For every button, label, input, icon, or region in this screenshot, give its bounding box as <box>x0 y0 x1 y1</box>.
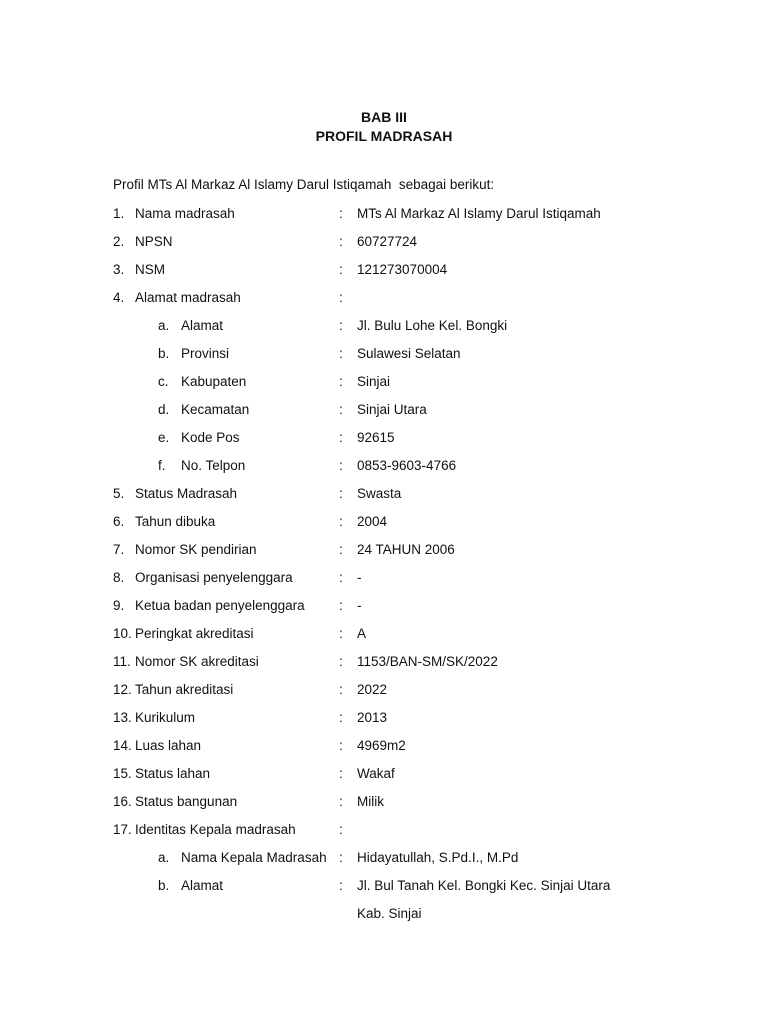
item-separator: : <box>339 542 343 557</box>
item-value: MTs Al Markaz Al Islamy Darul Istiqamah <box>357 206 601 221</box>
list-item <box>0 483 768 511</box>
item-label: Provinsi <box>181 346 230 361</box>
intro-text: Profil MTs Al Markaz Al Islamy Darul Istiqamah sebagai berikut: <box>113 177 495 192</box>
item-number: 2. <box>113 234 125 249</box>
list-item <box>0 511 768 539</box>
address-continuation-row <box>0 903 768 931</box>
chapter-title: PROFIL MADRASAH <box>315 128 453 144</box>
item-number: 4. <box>113 290 125 305</box>
item-number: b. <box>158 346 170 361</box>
item-separator: : <box>339 738 343 753</box>
item-number: 17. <box>113 822 132 837</box>
item-number: a. <box>158 850 170 865</box>
item-label: Alamat madrasah <box>135 290 241 305</box>
list-item <box>0 679 768 707</box>
item-separator: : <box>339 514 343 529</box>
item-value: Swasta <box>357 486 402 501</box>
item-value: A <box>357 626 367 641</box>
item-number: 13. <box>113 710 132 725</box>
item-separator: : <box>339 290 343 305</box>
item-label: Kecamatan <box>181 402 250 417</box>
item-value: 1153/BAN-SM/SK/2022 <box>357 654 498 669</box>
sub-list-item <box>0 371 768 399</box>
item-label: Alamat <box>181 878 224 893</box>
item-separator: : <box>339 458 343 473</box>
item-separator: : <box>339 626 343 641</box>
item-number: d. <box>158 402 170 417</box>
item-label: Alamat <box>181 318 224 333</box>
item-value: 2022 <box>357 682 388 697</box>
item-value: 0853-9603-4766 <box>357 458 457 473</box>
sub-list-item <box>0 399 768 427</box>
list-item <box>0 595 768 623</box>
item-value: Hidayatullah, S.Pd.I., M.Pd <box>357 850 519 865</box>
item-number: 9. <box>113 598 125 613</box>
item-label: NPSN <box>135 234 173 249</box>
item-label: Ketua badan penyelenggara <box>135 598 305 613</box>
item-number: 11. <box>113 654 131 669</box>
sub-list-item <box>0 875 768 903</box>
list-item <box>0 539 768 567</box>
item-number: 14. <box>113 738 132 753</box>
list-item <box>0 203 768 231</box>
item-separator: : <box>339 598 343 613</box>
item-value: Sinjai <box>357 374 391 389</box>
item-separator: : <box>339 486 343 501</box>
item-value: 60727724 <box>357 234 418 249</box>
item-separator: : <box>339 318 343 333</box>
item-separator: : <box>339 262 343 277</box>
chapter-heading: BAB III <box>361 109 407 125</box>
list-item <box>0 651 768 679</box>
profile-list <box>0 203 768 931</box>
item-label: Nama Kepala Madrasah <box>181 850 327 865</box>
item-separator: : <box>339 654 343 669</box>
item-label: Status lahan <box>135 766 211 781</box>
item-separator: : <box>339 794 343 809</box>
list-item <box>0 231 768 259</box>
item-separator: : <box>339 346 343 361</box>
item-value: 24 TAHUN 2006 <box>357 542 455 557</box>
list-item <box>0 819 768 847</box>
item-separator: : <box>339 822 343 837</box>
item-value: Sinjai Utara <box>357 402 427 417</box>
list-item <box>0 623 768 651</box>
item-number: a. <box>158 318 170 333</box>
item-number: f. <box>158 458 166 473</box>
item-number: 6. <box>113 514 125 529</box>
item-label: Nomor SK pendirian <box>135 542 257 557</box>
address-continuation: Kab. Sinjai <box>357 906 422 921</box>
sub-list-item <box>0 847 768 875</box>
item-number: 12. <box>113 682 132 697</box>
item-number: e. <box>158 430 170 445</box>
item-label: No. Telpon <box>181 458 246 473</box>
item-label: Tahun dibuka <box>135 514 216 529</box>
item-label: Nomor SK akreditasi <box>135 654 259 669</box>
item-separator: : <box>339 234 343 249</box>
item-label: Tahun akreditasi <box>135 682 234 697</box>
item-separator: : <box>339 430 343 445</box>
item-separator: : <box>339 850 343 865</box>
item-label: Luas lahan <box>135 738 202 753</box>
item-label: Nama madrasah <box>135 206 235 221</box>
item-label: Kurikulum <box>135 710 196 725</box>
list-item <box>0 259 768 287</box>
list-item <box>0 287 768 315</box>
item-label: Organisasi penyelenggara <box>135 570 293 585</box>
list-item <box>0 791 768 819</box>
item-number: c. <box>158 374 169 389</box>
list-item <box>0 763 768 791</box>
sub-list-item <box>0 315 768 343</box>
item-value: 92615 <box>357 430 395 445</box>
item-number: 8. <box>113 570 125 585</box>
item-label: Kode Pos <box>181 430 240 445</box>
sub-list-item <box>0 427 768 455</box>
item-label: Status Madrasah <box>135 486 238 501</box>
list-item <box>0 735 768 763</box>
item-separator: : <box>339 374 343 389</box>
item-number: 1. <box>113 206 125 221</box>
item-number: 10. <box>113 626 132 641</box>
item-separator: : <box>339 766 343 781</box>
item-number: 7. <box>113 542 125 557</box>
item-value: Jl. Bulu Lohe Kel. Bongki <box>357 318 508 333</box>
item-separator: : <box>339 710 343 725</box>
item-separator: : <box>339 402 343 417</box>
item-value: 121273070004 <box>357 262 448 277</box>
list-item <box>0 707 768 735</box>
item-number: 3. <box>113 262 125 277</box>
item-value: 2004 <box>357 514 388 529</box>
sub-list-item <box>0 455 768 483</box>
item-number: 16. <box>113 794 132 809</box>
item-value: - <box>357 598 362 613</box>
list-item <box>0 567 768 595</box>
item-label: Status bangunan <box>135 794 238 809</box>
item-value: Jl. Bul Tanah Kel. Bongki Kec. Sinjai Utara <box>357 878 611 893</box>
item-label: Peringkat akreditasi <box>135 626 254 641</box>
sub-list-item <box>0 343 768 371</box>
item-value: 2013 <box>357 710 388 725</box>
item-number: b. <box>158 878 170 893</box>
item-number: 5. <box>113 486 125 501</box>
item-value: - <box>357 570 362 585</box>
item-number: 15. <box>113 766 132 781</box>
item-label: Kabupaten <box>181 374 247 389</box>
item-separator: : <box>339 206 343 221</box>
item-value: 4969m2 <box>357 738 406 753</box>
item-label: Identitas Kepala madrasah <box>135 822 296 837</box>
item-separator: : <box>339 570 343 585</box>
item-value: Wakaf <box>357 766 395 781</box>
item-separator: : <box>339 682 343 697</box>
item-value: Sulawesi Selatan <box>357 346 461 361</box>
item-value: Milik <box>357 794 384 809</box>
item-separator: : <box>339 878 343 893</box>
item-label: NSM <box>135 262 165 277</box>
